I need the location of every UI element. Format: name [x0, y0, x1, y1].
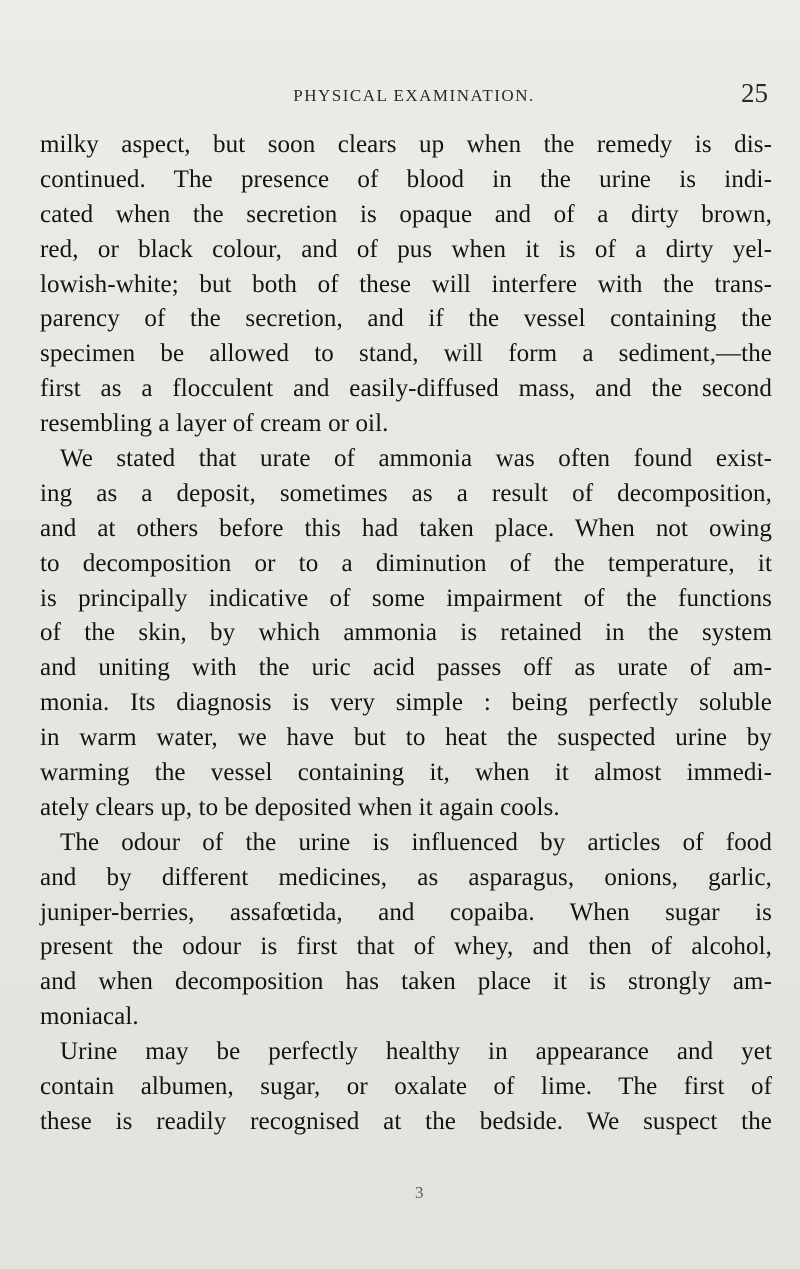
text-line: Urine may be perfectly healthy in appearance and yet [60, 1038, 772, 1066]
text-line: moniacal. [40, 1003, 139, 1031]
text-line: red, or black colour, and of pus when it is of a dirty yel- [40, 235, 772, 263]
text-line: ing as a deposit, sometimes as a result of decomposition, [40, 479, 772, 507]
text-line: The odour of the urine is influenced by articles of food [60, 828, 772, 856]
text-line: We stated that urate of ammonia was often found exist- [60, 445, 772, 473]
text-line: cated when the secretion is opaque and of a dirty brown, [40, 200, 772, 228]
text-line: and at others before this had taken place. When not owing [40, 514, 772, 542]
text-line: these is readily recognised at the bedside. We suspect the [40, 1107, 772, 1135]
text-line: and by different medicines, as asparagus, onions, garlic, [40, 863, 772, 891]
text-line: to decomposition or to a diminution of the temperature, it [40, 549, 772, 577]
text-line: of the skin, by which ammonia is retained in the system [40, 619, 772, 647]
text-line: is principally indicative of some impairment of the functions [40, 584, 772, 612]
text-line: specimen be allowed to stand, will form a sediment,—the [40, 340, 772, 368]
text-line: present the odour is first that of whey, and then of alcohol, [40, 933, 772, 961]
text-line: resembling a layer of cream or oil. [40, 410, 389, 438]
running-head [60, 78, 768, 108]
signature-mark: 3 [415, 1183, 424, 1202]
text-line: warming the vessel containing it, when it almost immedi- [40, 759, 772, 787]
text-line: and when decomposition has taken place it is strongly am- [40, 968, 772, 996]
text-line: in warm water, we have but to heat the suspected urine by [40, 724, 772, 752]
text-line: parency of the secretion, and if the vessel containing the [40, 305, 772, 333]
text-line: and uniting with the uric acid passes off as urate of am- [40, 654, 772, 682]
body-text [40, 128, 772, 1140]
text-line: lowish-white; but both of these will interfere with the trans- [40, 270, 772, 298]
page-title: PHYSICAL EXAMINATION. [293, 86, 535, 105]
text-line: monia. Its diagnosis is very simple : being perfectly soluble [40, 689, 772, 717]
text-line: first as a flocculent and easily-diffused mass, and the second [40, 375, 772, 403]
text-line: contain albumen, sugar, or oxalate of lime. The first of [40, 1073, 772, 1101]
page-number: 25 [741, 78, 768, 108]
text-line: juniper-berries, assafœtida, and copaiba. When sugar is [40, 898, 772, 926]
text-line: milky aspect, but soon clears up when the remedy is dis- [40, 131, 772, 158]
text-line: ately clears up, to be deposited when it again cools. [40, 793, 560, 821]
text-line: continued. The presence of blood in the urine is indi- [40, 165, 772, 193]
